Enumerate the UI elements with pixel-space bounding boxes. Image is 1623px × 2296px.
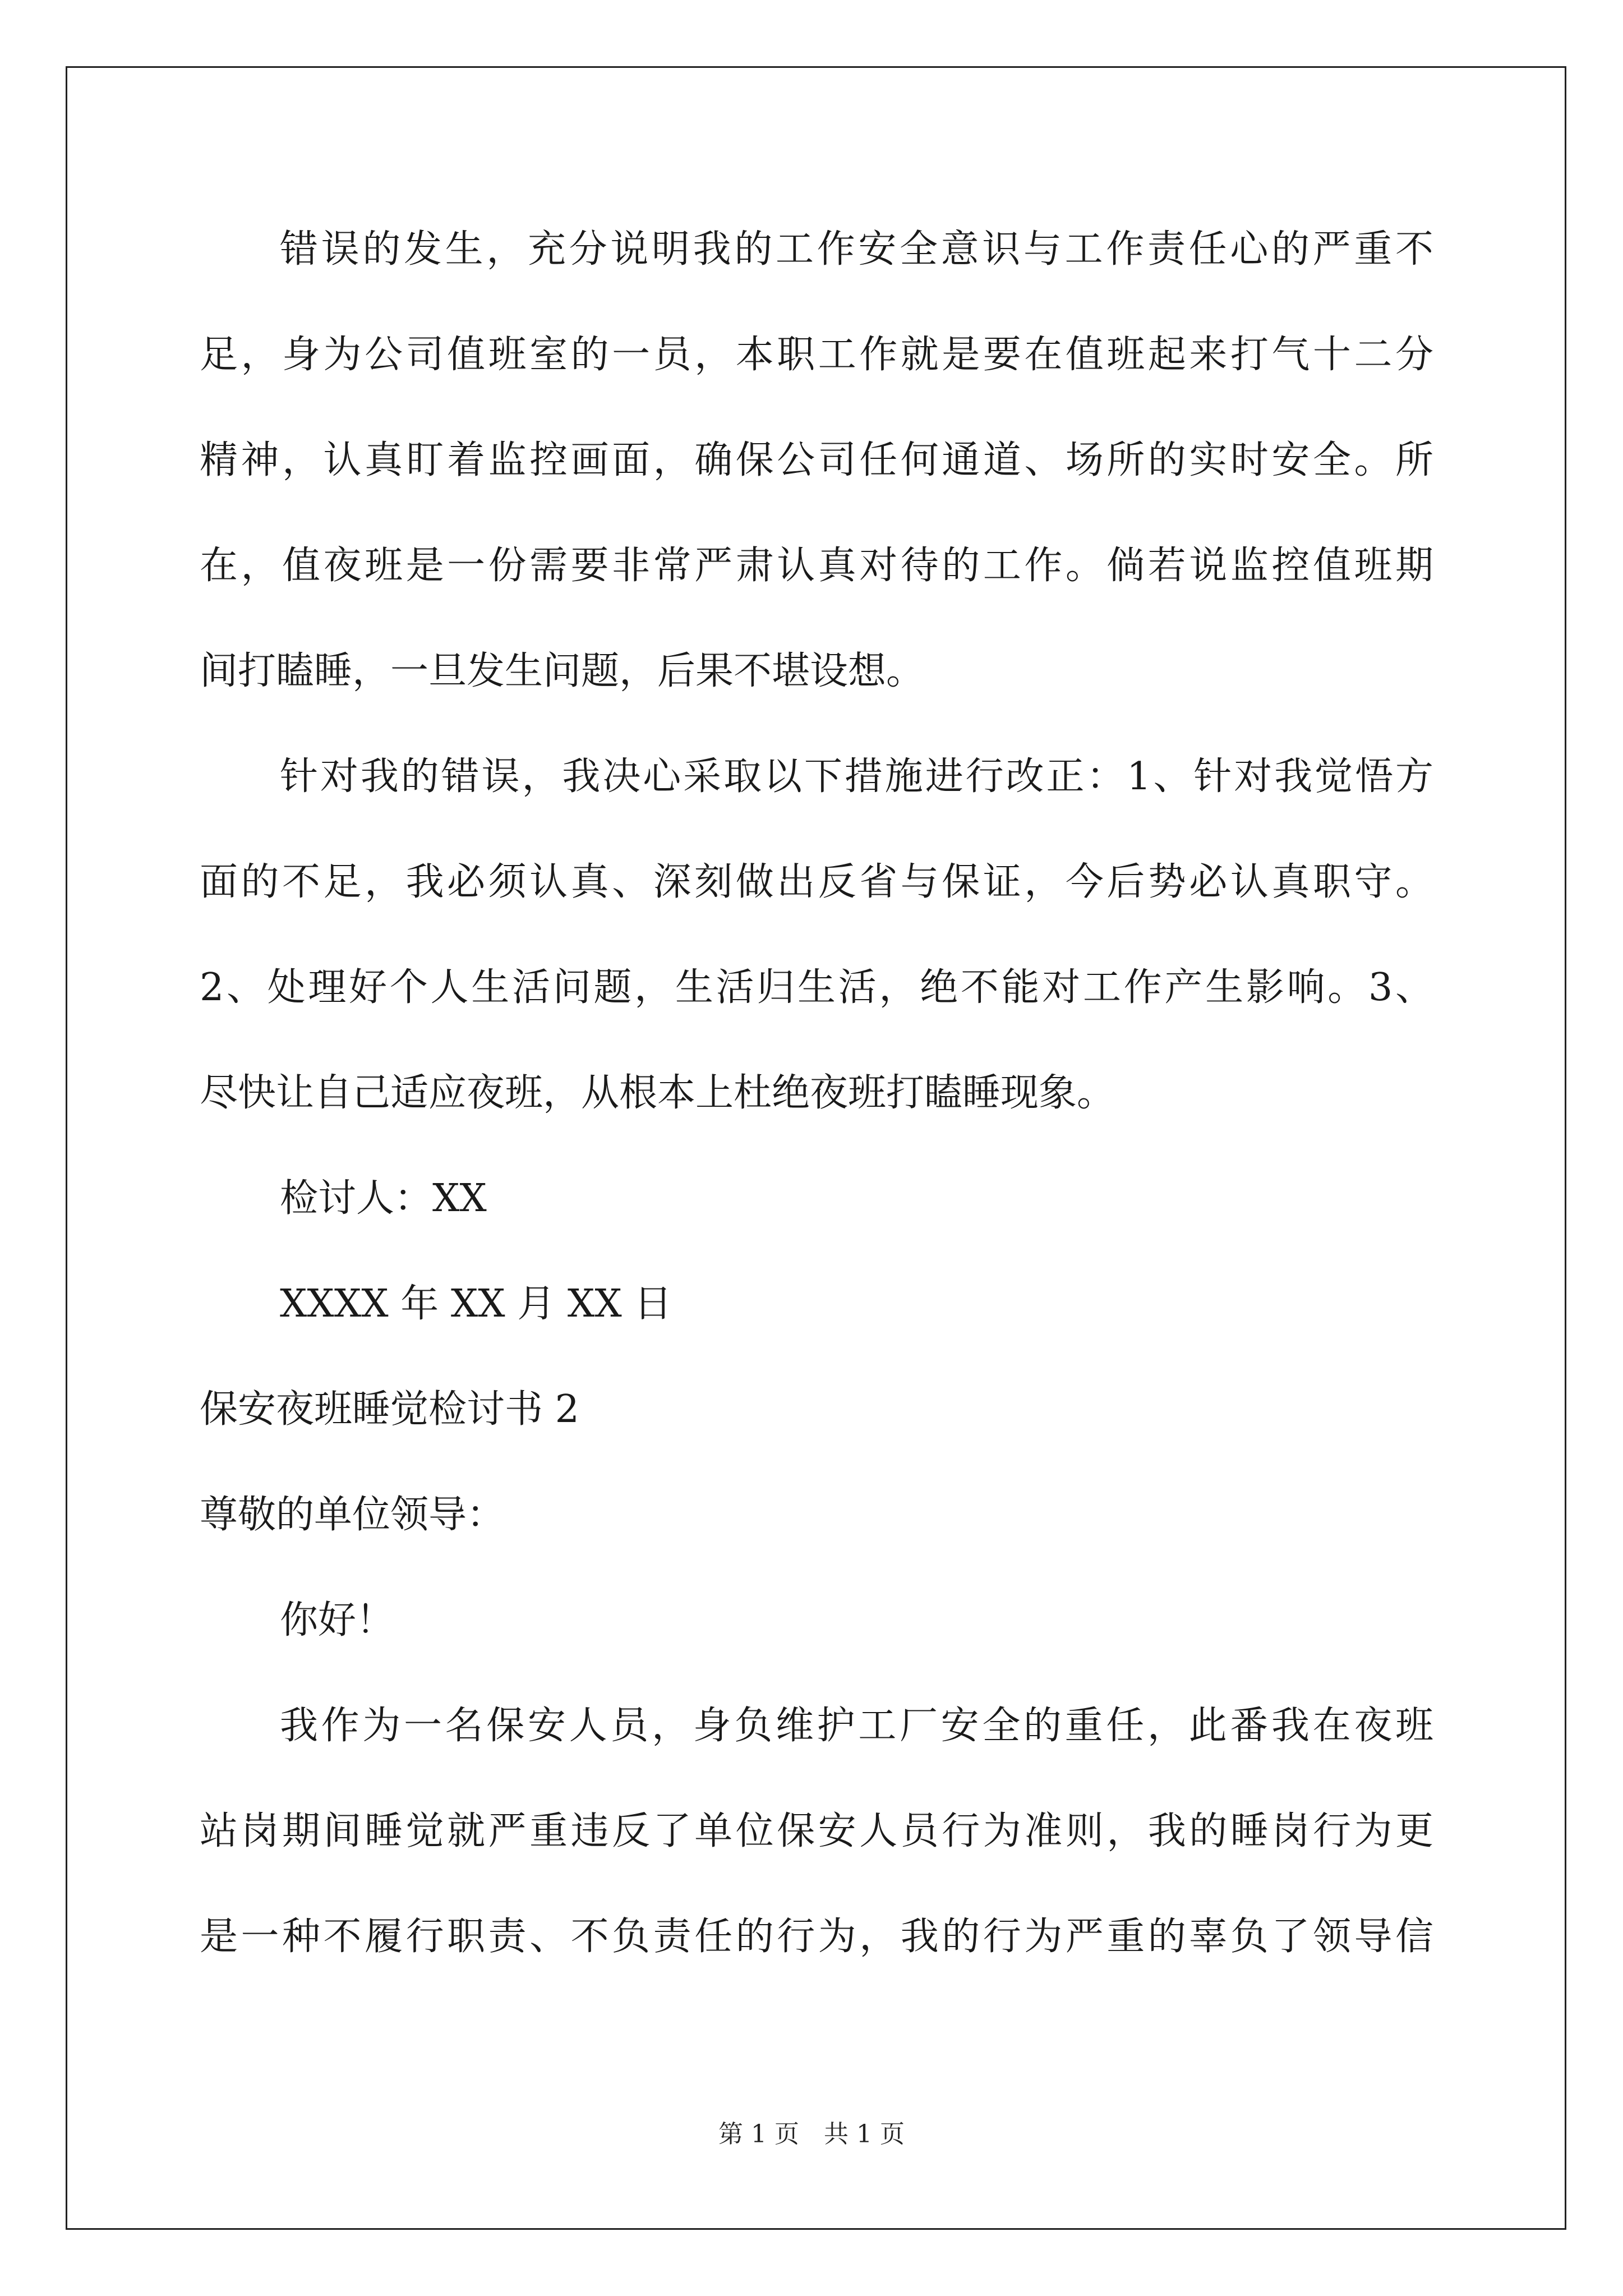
date: XXXX 年 XX 月 XX 日: [280, 1282, 672, 1326]
paragraph-line: 针对我的错误，我决心采取以下措施进行改正：1、针对我觉悟方: [280, 754, 1433, 799]
greeting: 你好！: [280, 1598, 395, 1642]
salutation: 尊敬的单位领导：: [200, 1493, 505, 1537]
document-body: [200, 213, 1433, 2006]
paragraph-line: 错误的发生，充分说明我的工作安全意识与工作责任心的严重不: [280, 227, 1433, 272]
paragraph-line: 尽快让自己适应夜班，从根本上杜绝夜班打瞌睡现象。: [200, 1071, 1115, 1115]
paragraph-line: 足，身为公司值班室的一员，本职工作就是要在值班起来打气十二分: [200, 333, 1433, 377]
page-number: 第 1 页 共 1 页: [718, 2120, 905, 2148]
paragraph-3: [200, 1690, 1433, 2006]
paragraph-2: [200, 740, 1433, 1162]
paragraph-1: [200, 213, 1433, 740]
section-title: 保安夜班睡觉检讨书 2: [200, 1387, 579, 1432]
signature: 检讨人：XX: [280, 1176, 487, 1221]
paragraph-line: 精神，认真盯着监控画面，确保公司任何通道、场所的实时安全。所: [200, 438, 1433, 482]
paragraph-line: 2、处理好个人生活问题，生活归生活，绝不能对工作产生影响。3、: [200, 965, 1433, 1010]
paragraph-line: 我作为一名保安人员，身负维护工厂安全的重任，此番我在夜班: [280, 1704, 1433, 1748]
paragraph-line: 是一种不履行职责、不负责任的行为，我的行为严重的辜负了领导信: [200, 1915, 1433, 1959]
paragraph-line: 站岗期间睡觉就严重违反了单位保安人员行为准则，我的睡岗行为更: [200, 1809, 1433, 1853]
paragraph-line: 间打瞌睡，一旦发生问题，后果不堪设想。: [200, 649, 925, 693]
page-footer: [0, 2118, 1623, 2151]
paragraph-line: 面的不足，我必须认真、深刻做出反省与保证，今后势必认真职守。: [200, 860, 1433, 904]
paragraph-line: 在，值夜班是一份需要非常严肃认真对待的工作。倘若说监控值班期: [200, 544, 1433, 588]
